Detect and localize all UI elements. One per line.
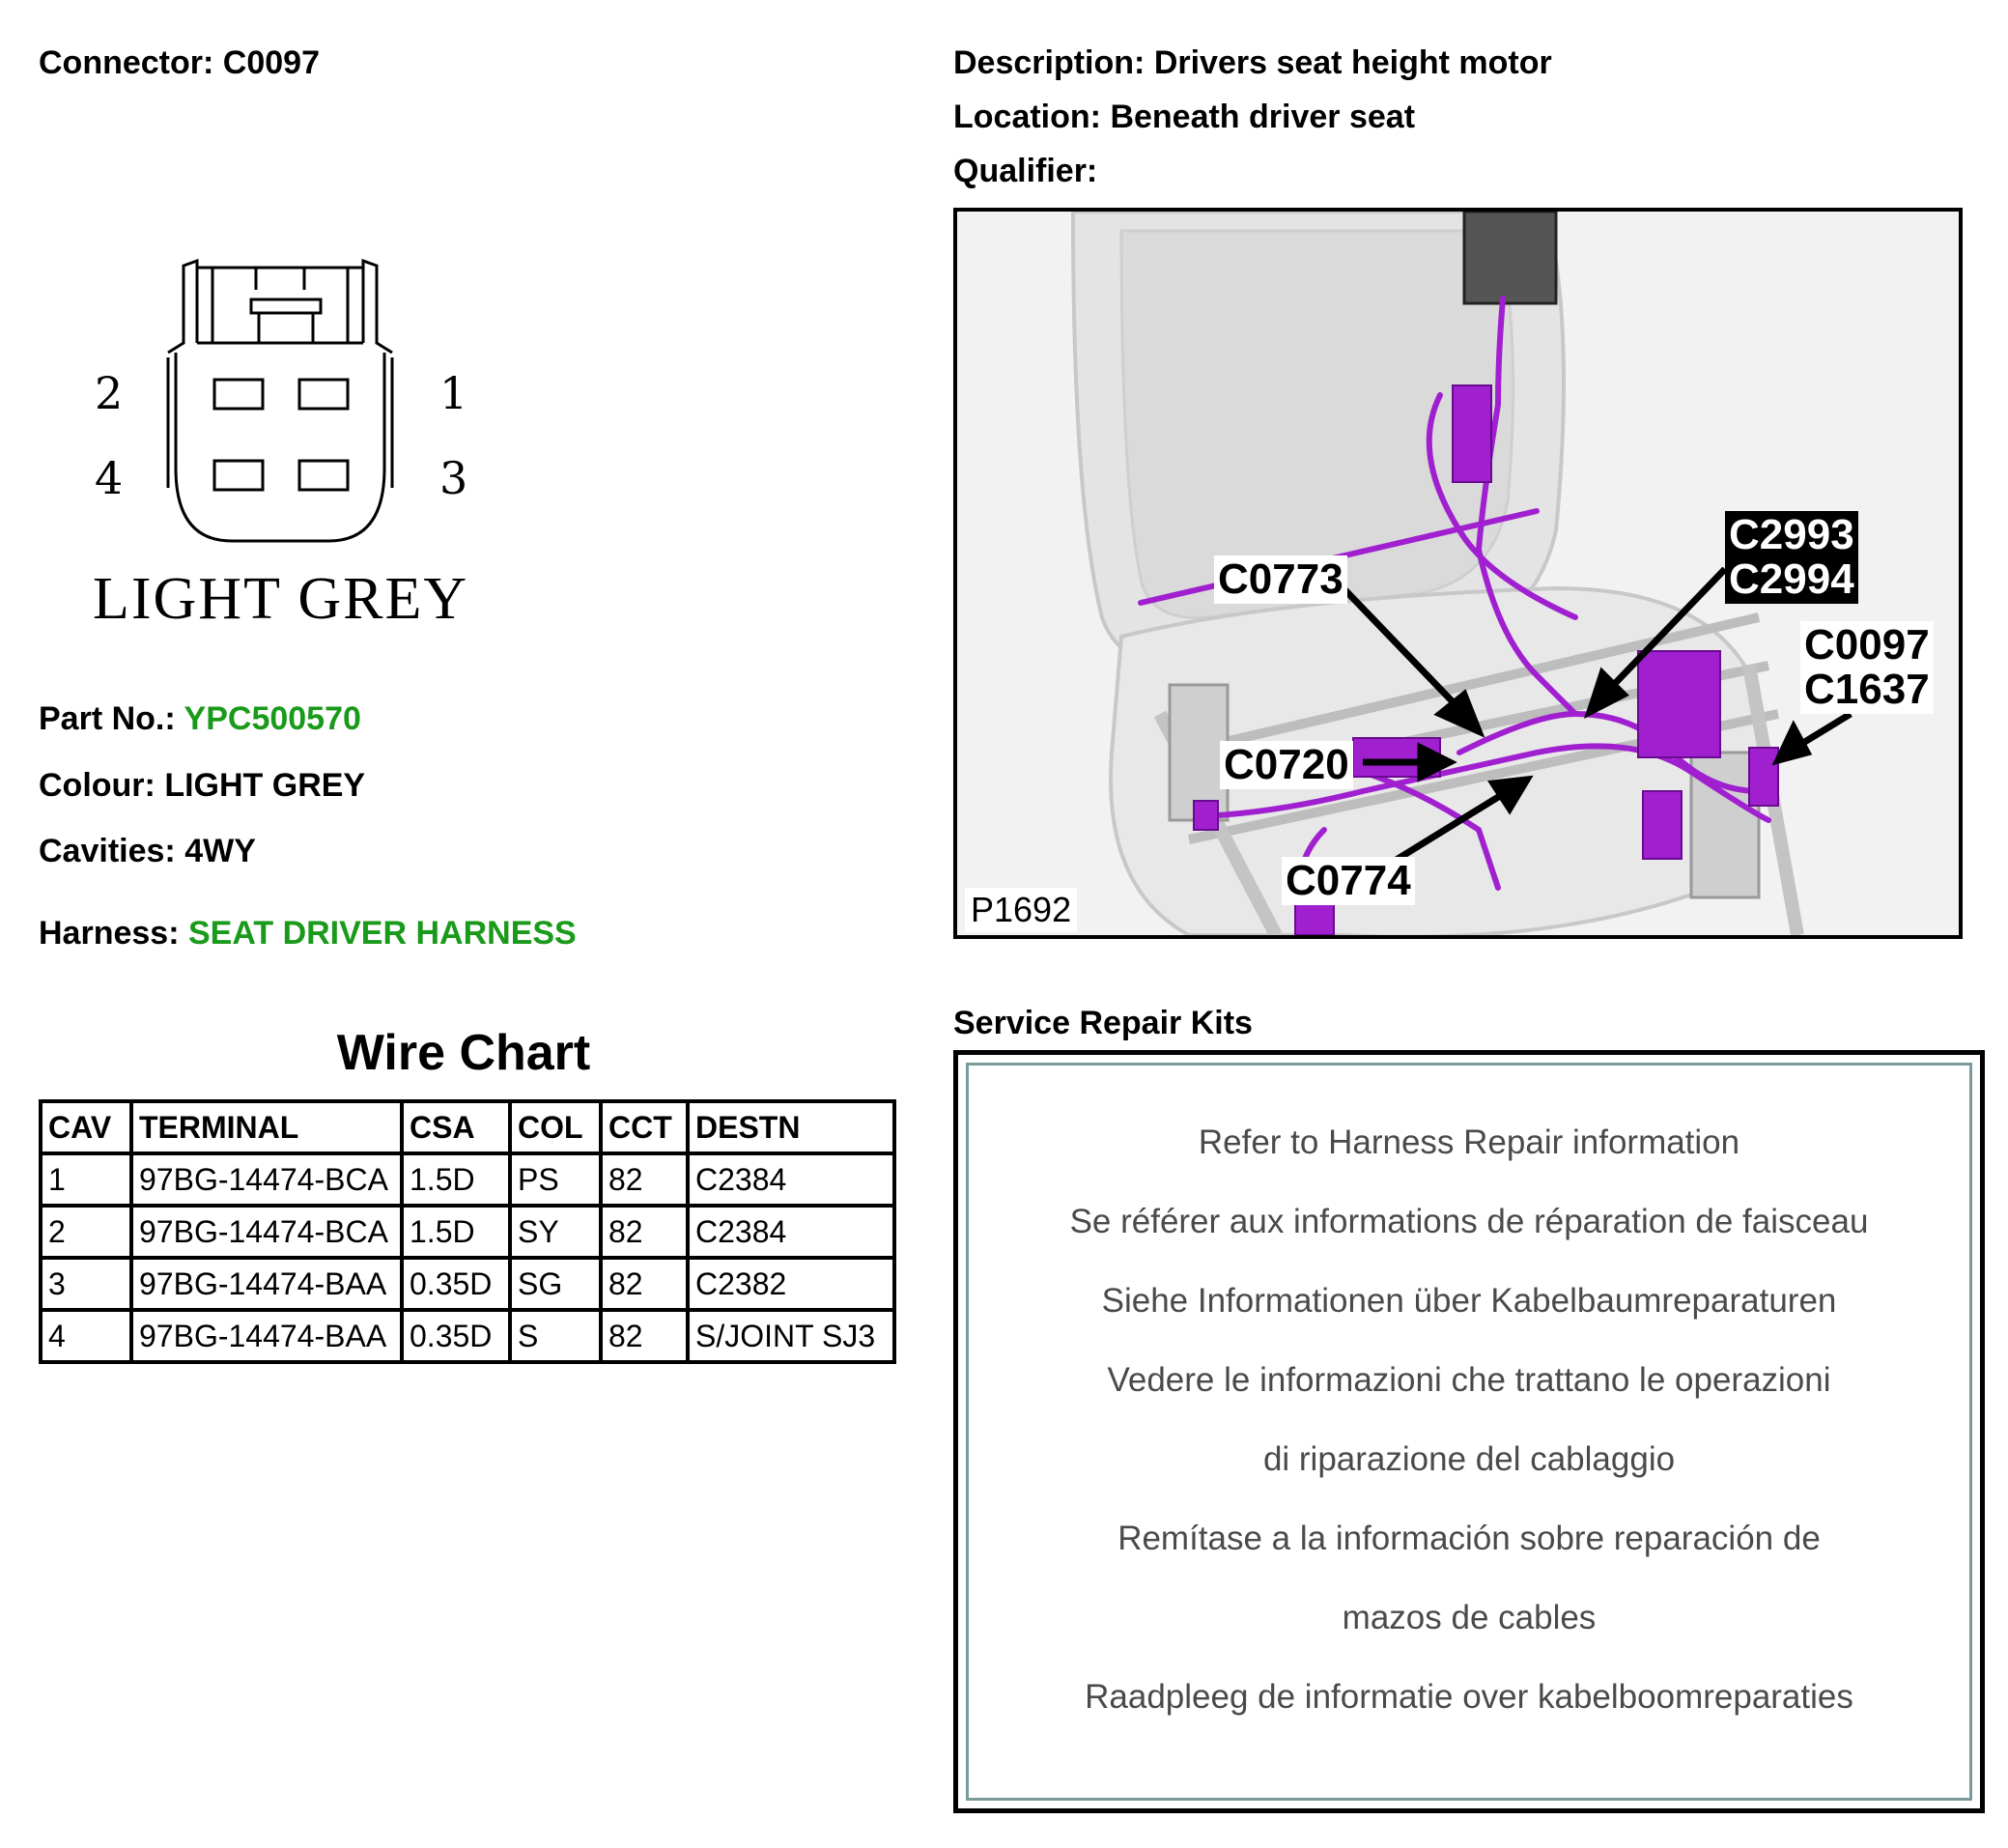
cell-col: SY	[510, 1206, 601, 1258]
cell-terminal: 97BG-14474-BAA	[131, 1258, 402, 1310]
cell-terminal: 97BG-14474-BAA	[131, 1310, 402, 1362]
location-value: Beneath driver seat	[1110, 99, 1416, 135]
connector-face-diagram	[155, 256, 406, 546]
kit-line: di riparazione del cablaggio	[1262, 1440, 1676, 1478]
part-no-line	[39, 700, 361, 738]
service-repair-kits-inner	[966, 1063, 1972, 1801]
cell-col: S	[510, 1310, 601, 1362]
header-terminal: TERMINAL	[131, 1101, 402, 1153]
header-col: COL	[510, 1101, 601, 1153]
cell-csa: 0.35D	[402, 1258, 510, 1310]
description-label: Description:	[953, 44, 1145, 81]
callout-c0097-c1637	[1800, 621, 1934, 714]
kit-line: Vedere le informazioni che trattano le operazioni	[1107, 1361, 1831, 1399]
cell-destn: C2384	[688, 1206, 894, 1258]
callout-c0774: C0774	[1282, 857, 1415, 905]
harness-label: Harness:	[39, 915, 180, 952]
cell-cct: 82	[601, 1153, 688, 1206]
cell-csa: 0.35D	[402, 1310, 510, 1362]
harness-line	[39, 915, 577, 952]
colour-label: Colour:	[39, 767, 156, 804]
service-repair-kits-title: Service Repair Kits	[953, 1005, 1253, 1041]
qualifier-line	[953, 153, 1097, 190]
part-no-label: Part No.:	[39, 700, 176, 737]
pin-1-label: 1	[439, 367, 468, 419]
header-cct: CCT	[601, 1101, 688, 1153]
kit-line: Se référer aux informations de réparation de faisceau	[1069, 1203, 1869, 1240]
pin-4-label: 4	[95, 452, 124, 504]
wire-chart-header-row	[41, 1101, 894, 1153]
cavities-label: Cavities:	[39, 833, 176, 869]
cell-destn: C2382	[688, 1258, 894, 1310]
location-line	[953, 99, 1415, 136]
harness-value[interactable]: SEAT DRIVER HARNESS	[187, 915, 577, 952]
table-row	[41, 1206, 894, 1258]
cell-cav: 3	[41, 1258, 131, 1310]
callout-c1637: C1637	[1804, 666, 1930, 713]
kit-line: Remítase a la información sobre reparación de	[1117, 1520, 1821, 1557]
colour-value: LIGHT GREY	[164, 767, 366, 804]
callout-c0097: C0097	[1804, 621, 1930, 668]
connector-colour-name: LIGHT GREY	[93, 566, 469, 632]
pin-2-label: 2	[95, 367, 124, 419]
colour-line	[39, 767, 365, 805]
callout-c0773: C0773	[1214, 555, 1347, 604]
cell-cav: 1	[41, 1153, 131, 1206]
cell-cav: 4	[41, 1310, 131, 1362]
part-no-value[interactable]: YPC500570	[184, 700, 361, 737]
cell-col: SG	[510, 1258, 601, 1310]
cell-cct: 82	[601, 1206, 688, 1258]
cell-csa: 1.5D	[402, 1206, 510, 1258]
header-csa: CSA	[402, 1101, 510, 1153]
table-row	[41, 1258, 894, 1310]
kit-line: Refer to Harness Repair information	[1198, 1123, 1740, 1161]
wire-chart-title: Wire Chart	[336, 1025, 591, 1081]
kit-line: Siehe Informationen über Kabelbaumreparaturen	[1101, 1282, 1837, 1320]
wire-chart-table	[39, 1099, 896, 1364]
description-value: Drivers seat height motor	[1153, 44, 1552, 81]
cell-terminal: 97BG-14474-BCA	[131, 1206, 402, 1258]
cell-destn: C2384	[688, 1153, 894, 1206]
qualifier-label: Qualifier:	[953, 153, 1098, 189]
connector-value: C0097	[222, 44, 320, 81]
callout-c2993: C2993	[1729, 511, 1854, 558]
cell-col: PS	[510, 1153, 601, 1206]
location-illustration	[953, 208, 1963, 939]
kit-line: mazos de cables	[1342, 1599, 1597, 1636]
cell-destn: S/JOINT SJ3	[688, 1310, 894, 1362]
description-line	[953, 44, 1552, 82]
cell-terminal: 97BG-14474-BCA	[131, 1153, 402, 1206]
kit-line: Raadpleeg de informatie over kabelboomreparaties	[1085, 1678, 1853, 1716]
cell-cct: 82	[601, 1310, 688, 1362]
callout-c2993-c2994	[1725, 511, 1858, 604]
pin-3-label: 3	[439, 452, 468, 504]
table-row	[41, 1153, 894, 1206]
location-label: Location:	[953, 99, 1101, 135]
cell-csa: 1.5D	[402, 1153, 510, 1206]
callout-c2994: C2994	[1729, 555, 1854, 603]
callout-c0720: C0720	[1220, 741, 1353, 789]
cavities-line	[39, 833, 256, 870]
figure-id: P1692	[965, 888, 1077, 932]
cell-cct: 82	[601, 1258, 688, 1310]
table-row	[41, 1310, 894, 1362]
connector-label: Connector:	[39, 44, 214, 81]
service-repair-kits-box	[953, 1050, 1985, 1813]
cavities-value: 4WY	[184, 833, 256, 869]
header-cav: CAV	[41, 1101, 131, 1153]
header-destn: DESTN	[688, 1101, 894, 1153]
connector-line	[39, 44, 320, 82]
cell-cav: 2	[41, 1206, 131, 1258]
